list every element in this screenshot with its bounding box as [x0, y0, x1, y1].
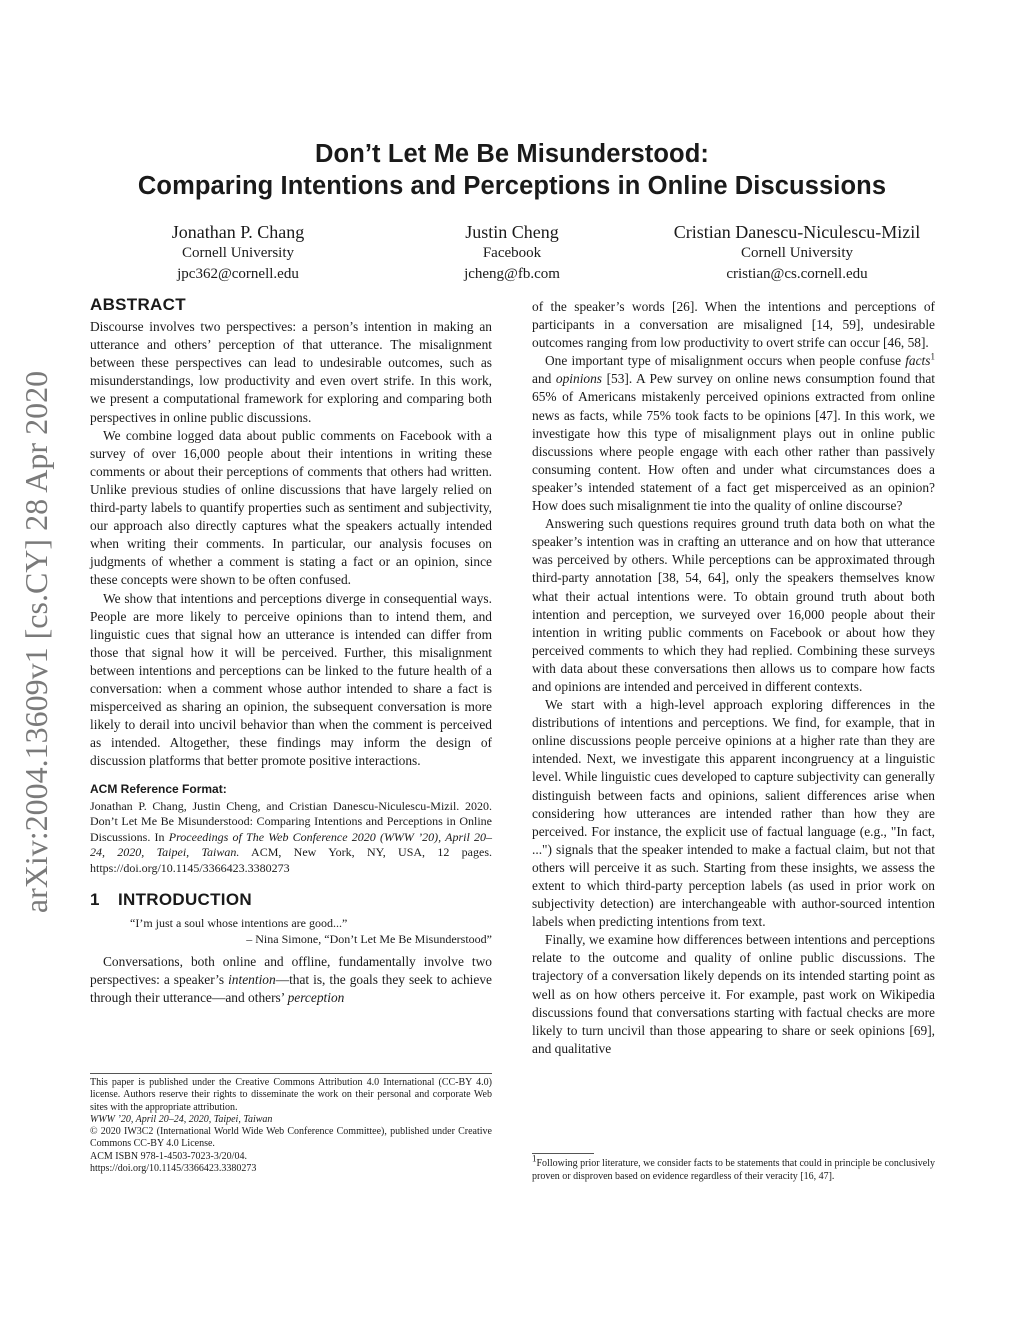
- epigraph-attribution: – Nina Simone, “Don’t Let Me Be Misunderstood”: [246, 931, 492, 946]
- abstract-paragraph: We show that intentions and perceptions diverge in consequential ways. People are more likely to perceive opinions than to intend them, and linguistic cues that signal how an utterance is intended can differ from those that signal how it will be perceived. Further, this misalignment between intentions and perceptions can be linked to the future health of a conversation: when a comment whose author intended to share a fact is misperceived as sharing an opinion, the subsequent conversation is more likely to derail into uncivil behavior than when the comment is perceived as intended. Altogether, these findings may inform the design of discussion platforms that better promote positive interactions.: [90, 590, 492, 769]
- author-name: Cristian Danescu-Niculescu-Mizil: [673, 222, 921, 242]
- epigraph: [90, 915, 492, 947]
- text-run: Conversations, both online and offline, fundamentally involve two perspectives: a speaker’s: [90, 953, 492, 987]
- author-block: [647, 222, 947, 285]
- right-column: [532, 298, 935, 1058]
- paper-title: [60, 138, 964, 202]
- author-affiliation: Cornell University: [740, 245, 854, 261]
- text-run: —that is, the goals they seek to achieve through their utterance—and others’: [90, 971, 492, 1005]
- emphasis: intention: [228, 971, 276, 987]
- intro-paragraph: [90, 953, 492, 1007]
- copyright-divider: [90, 1073, 492, 1074]
- acm-reference-proceedings: Proceedings of The Web Conference 2020 (WWW ’20), April 20–24, 2020, Taipei, Taiwan.: [90, 829, 492, 860]
- intro-paragraph: [532, 352, 935, 515]
- left-column: [90, 296, 492, 1007]
- emphasis: opinions: [555, 371, 603, 387]
- copyright-notice: [90, 1077, 492, 1175]
- footnote-marker[interactable]: 1: [930, 351, 935, 362]
- conference-info: WWW ’20, April 20–24, 2020, Taipei, Taiwan: [90, 1113, 273, 1125]
- intro-paragraph: We start with a high-level approach exploring differences in the distributions of intentions and perceptions. We find, for example, that in online discussions people perceive opinions at a higher rate than they are intended. Next, we investigate this apparent incongruency at a linguistic level. While linguistic cues developed to capture subjectivity can generally distinguish between facts and opinions, salient differences arise when considering how utterances are intended rather than how they are perceived. For instance, the explicit use of factual language (e.g., "In fact, ...") signals that the speaker intended to make a factual claim, but not that others will perceive it as such. Starting from these insights, we assess the extent to which third-party perception labels (as used in prior work on subjectivity detection) are interchangeable with author-sourced intention labels when predicting intentions from text.: [532, 697, 935, 930]
- abstract-paragraph: We combine logged data about public comments on Facebook with a survey of over 16,000 people about their intentions in writing these comments or about their perceptions of comments that others had written. Unlike previous studies of online discussions that have largely relied on third-party labels to quantify properties such as sentiment and subjectivity, our approach also directly captures what the speakers actually intended when writing their comments. In particular, our analysis focuses on judgments of whether a comment is stating a fact or an opinion, since these concepts were shown to be often confused.: [90, 427, 492, 588]
- text-run: [53]. A Pew survey on online news consumption found that 65% of Americans mistakenly perceived opinions extracted from online news as facts, while 75% took facts to be opinions [47]. In this work, we investigate how this type of misalignment plays out in online public discussions where people engage with each other rather than passively consuming content. How often and under what circumstances does a speaker’s intended statement of a fact get misperceived as an opinion? How does such misalignment tie into the quality of online discourse?: [532, 371, 936, 514]
- isbn-text: ACM ISBN 978-1-4503-7023-3/20/04.: [90, 1150, 247, 1162]
- intro-paragraph: Answering such questions requires ground truth data both on what the speaker’s intention was in crafting an utterance and on how that utterance was perceived by others. While perceptions can be approximated through third-party annotation [38, 54, 64], only the speakers themselves know what their actual intentions were. To obtain ground truth about both intention and perception, we surveyed over 16,000 people about their intention in writing public comments on Facebook or about how they perceived comments to which they had replied. Combining these surveys with data about these conversations then allows us to compare how facts and opinions are intended and perceived in different contexts.: [532, 516, 935, 694]
- author-name: Jonathan P. Chang: [171, 222, 305, 242]
- footnote-number: 1: [532, 1153, 537, 1164]
- author-email[interactable]: jcheng@fb.com: [464, 266, 560, 282]
- abstract-heading: ABSTRACT: [90, 295, 186, 314]
- doi-link[interactable]: https://doi.org/10.1145/3366423.3380273: [90, 1163, 257, 1175]
- section-title: INTRODUCTION: [118, 889, 252, 909]
- author-email[interactable]: cristian@cs.cornell.edu: [726, 266, 868, 282]
- author-affiliation: Cornell University: [181, 245, 295, 261]
- acm-reference-publisher[interactable]: ACM, New York, NY, USA, 12 pages. https://doi.org/10.1145/3366423.3380273: [90, 845, 492, 875]
- abstract-paragraph: Discourse involves two perspectives: a person’s intention in making an utterance and others’ perception of that utterance. The misalignment between these perspectives can lead to undesirable outcomes, such as misunderstandings, low productivity and even overt strife. In this work, we present a computational framework for exploring and comparing both perspectives in online public discussions.: [90, 319, 492, 425]
- footnote-text: Following prior literature, we consider facts to be statements that could in principle be conclusively proven or disproven based on evidence regardless of their veracity [16, 47].: [532, 1158, 936, 1182]
- arxiv-stamp: arXiv:2004.13609v1 [cs.CY] 28 Apr 2020: [18, 370, 54, 914]
- epigraph-quote: “I’m just a soul whose intentions are good...”: [130, 915, 348, 930]
- author-block: [362, 222, 662, 285]
- intro-paragraph-continued: of the speaker’s words [26]. When the intentions and perceptions of participants in a conversation are misaligned [14, 59], undesirable outcomes ranging from low productivity to overt strife can occur [46, 58].: [532, 299, 935, 351]
- title-line-2: Comparing Intentions and Perceptions in Online Discussions: [137, 172, 887, 200]
- emphasis: facts: [905, 353, 931, 369]
- author-name: Justin Cheng: [465, 222, 559, 242]
- acm-reference-heading: ACM Reference Format:: [90, 782, 227, 797]
- section-number: 1: [90, 889, 100, 909]
- author-block: [88, 222, 388, 285]
- acm-reference-authors: Jonathan P. Chang, Justin Cheng, and Cristian Danescu-Niculescu-Mizil. 2020. Don’t Let Me Be Misunderstood: Comparing Intentions and Perceptions in Online Discussions. In: [90, 798, 492, 844]
- text-run: and: [532, 371, 556, 387]
- copyright-text: © 2020 IW3C2 (International World Wide Web Conference Committee), published under Creative Commons CC-BY 4.0 License.: [90, 1126, 492, 1150]
- acm-reference-text: [90, 799, 492, 877]
- author-affiliation: Facebook: [482, 245, 542, 261]
- text-run: One important type of misalignment occurs when people confuse: [545, 353, 906, 369]
- emphasis: perception: [287, 989, 345, 1005]
- title-line-1: Don’t Let Me Be Misunderstood:: [315, 140, 709, 168]
- footnote: [532, 1153, 936, 1183]
- intro-paragraph: Finally, we examine how differences between intentions and perceptions relate to the outcome and quality of online public discussions. The trajectory of a conversation likely depends on its intended starting point as well as on how others perceive it. For example, past work on Wikipedia discussions found that conversations starting with factual checks are more likely to turn uncivil than those appearing to share or seek opinions [69], and qualitative: [532, 932, 935, 1056]
- license-text: This paper is published under the Creative Commons Attribution 4.0 International (CC-BY 4.0) license. Authors reserve their rights to disseminate the work on their personal and corporate Web sites with the appropriate attribution.: [90, 1077, 492, 1113]
- author-email[interactable]: jpc362@cornell.edu: [177, 266, 299, 282]
- introduction-heading: [90, 891, 492, 909]
- footnote-divider: [532, 1153, 594, 1154]
